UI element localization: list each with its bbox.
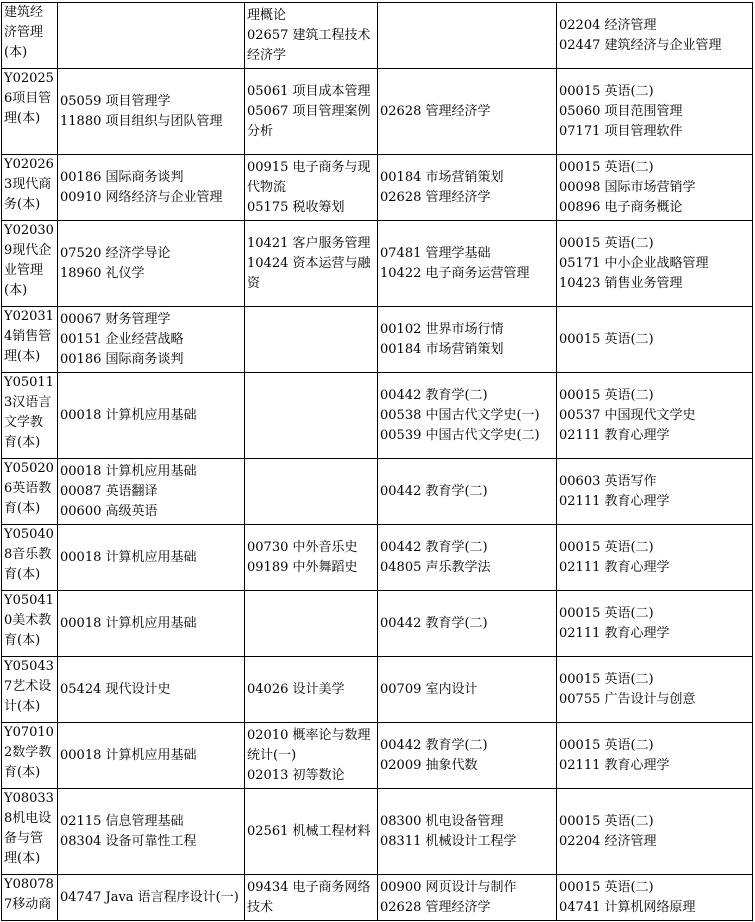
course-entry: 00910 网络经济与企业管理 xyxy=(60,189,223,205)
major-cell xyxy=(2,307,58,373)
course-cell-1 xyxy=(58,723,245,789)
course-entry: 00018 计算机应用基础 xyxy=(60,549,197,565)
course-cell-3 xyxy=(378,221,557,307)
exam-schedule-table xyxy=(1,2,753,921)
course-cell-1 xyxy=(58,221,245,307)
table-row xyxy=(2,221,753,307)
course-entry: 00184 市场营销策划 xyxy=(380,341,504,357)
course-cell-2 xyxy=(245,875,378,921)
table-row xyxy=(2,155,753,221)
course-cell-1 xyxy=(58,657,245,723)
course-cell-3 xyxy=(378,723,557,789)
course-entry: 00538 中国古代文学史(一) xyxy=(380,407,540,423)
course-cell-2 xyxy=(245,155,378,221)
course-cell-1 xyxy=(58,525,245,591)
course-cell-4 xyxy=(557,875,753,921)
course-entry: 00896 电子商务概论 xyxy=(559,199,683,215)
major-cell xyxy=(2,525,58,591)
course-entry: 02628 管理经济学 xyxy=(380,189,491,205)
course-entry: 00730 中外音乐史 xyxy=(247,539,358,555)
course-cell-3 xyxy=(378,373,557,459)
course-cell-2 xyxy=(245,69,378,155)
course-cell-3 xyxy=(378,307,557,373)
course-entry: 00018 计算机应用基础 xyxy=(60,747,197,763)
course-entry: 02013 初等数论 xyxy=(247,767,345,783)
course-entry: 00015 英语(二) xyxy=(559,671,654,687)
course-entry: 00015 英语(二) xyxy=(559,159,654,175)
major-cell xyxy=(2,3,58,69)
course-entry: 08311 机械设计工程学 xyxy=(380,833,517,849)
course-cell-2 xyxy=(245,307,378,373)
course-entry: 02204 经济管理 xyxy=(559,833,657,849)
course-cell-4 xyxy=(557,373,753,459)
course-entry: 00015 英语(二) xyxy=(559,83,654,99)
course-entry: 00015 英语(二) xyxy=(559,235,654,251)
major-cell xyxy=(2,723,58,789)
course-entry: 10422 电子商务运营管理 xyxy=(380,265,530,281)
major-name: Y020263现代商务(本) xyxy=(4,157,54,212)
table-row xyxy=(2,459,753,525)
course-entry: 00018 计算机应用基础 xyxy=(60,463,197,479)
table-row xyxy=(2,525,753,591)
course-entry: 00015 英语(二) xyxy=(559,331,654,347)
course-entry: 02010 概率论与数理统计(一) xyxy=(247,727,371,763)
course-entry: 05424 现代设计史 xyxy=(60,681,171,697)
table-row xyxy=(2,875,753,921)
course-cell-2 xyxy=(245,723,378,789)
course-entry: 08304 设备可靠性工程 xyxy=(60,833,197,849)
course-entry: 02628 管理经济学 xyxy=(380,103,491,119)
major-cell xyxy=(2,459,58,525)
course-entry: 05175 税收筹划 xyxy=(247,199,345,215)
major-cell xyxy=(2,789,58,875)
course-entry: 00015 英语(二) xyxy=(559,387,654,403)
major-cell xyxy=(2,591,58,657)
major-name: Y020314销售管理(本) xyxy=(4,309,54,364)
course-entry: 07520 经济学导论 xyxy=(60,245,171,261)
major-cell xyxy=(2,221,58,307)
table-row xyxy=(2,591,753,657)
course-cell-2 xyxy=(245,459,378,525)
course-entry: 00442 教育学(二) xyxy=(380,539,488,555)
course-cell-4 xyxy=(557,591,753,657)
course-entry: 00018 计算机应用基础 xyxy=(60,615,197,631)
major-cell xyxy=(2,875,58,921)
course-entry: 理概论 xyxy=(247,7,287,23)
course-entry: 00900 网页设计与制作 xyxy=(380,879,517,895)
course-entry: 09434 电子商务网络技术 xyxy=(247,879,371,915)
course-entry: 00537 中国现代文学史 xyxy=(559,407,696,423)
course-entry: 00442 教育学(二) xyxy=(380,387,488,403)
course-entry: 02009 抽象代数 xyxy=(380,757,478,773)
course-cell-1 xyxy=(58,875,245,921)
course-cell-3 xyxy=(378,591,557,657)
course-cell-2 xyxy=(245,789,378,875)
course-cell-1 xyxy=(58,591,245,657)
exam-schedule-body xyxy=(2,3,753,921)
course-entry: 00098 国际市场营销学 xyxy=(559,179,696,195)
course-entry: 00018 计算机应用基础 xyxy=(60,407,197,423)
course-entry: 02204 经济管理 xyxy=(559,17,657,33)
course-cell-1 xyxy=(58,459,245,525)
course-entry: 00102 世界市场行情 xyxy=(380,321,504,337)
course-cell-4 xyxy=(557,307,753,373)
course-cell-3 xyxy=(378,155,557,221)
table-row xyxy=(2,657,753,723)
major-name: 建筑经济管理(本) xyxy=(4,5,44,60)
course-entry: 02657 建筑工程技术经济学 xyxy=(247,27,371,63)
course-cell-3 xyxy=(378,3,557,69)
course-entry: 00015 英语(二) xyxy=(559,813,654,829)
course-entry: 00087 英语翻译 xyxy=(60,483,158,499)
major-name: Y070102数学教育(本) xyxy=(4,725,54,780)
course-entry: 00442 教育学(二) xyxy=(380,483,488,499)
course-entry: 05171 中小企业战略管理 xyxy=(559,255,709,271)
course-cell-3 xyxy=(378,525,557,591)
course-cell-1 xyxy=(58,3,245,69)
course-cell-2 xyxy=(245,657,378,723)
course-entry: 00015 英语(二) xyxy=(559,539,654,555)
major-name: Y050408音乐教育(本) xyxy=(4,527,54,582)
major-name: Y050113汉语言文学教育(本) xyxy=(4,375,54,450)
course-entry: 07481 管理学基础 xyxy=(380,245,491,261)
course-entry: 00186 国际商务谈判 xyxy=(60,351,184,367)
course-entry: 02561 机械工程材料 xyxy=(247,823,371,839)
course-entry: 04026 设计美学 xyxy=(247,681,345,697)
major-cell xyxy=(2,373,58,459)
course-cell-2 xyxy=(245,591,378,657)
course-entry: 00600 高级英语 xyxy=(60,503,158,519)
course-entry: 00442 教育学(二) xyxy=(380,615,488,631)
course-entry: 00067 财务管理学 xyxy=(60,311,171,327)
course-entry: 05059 项目管理学 xyxy=(60,93,171,109)
course-cell-4 xyxy=(557,69,753,155)
course-entry: 05061 项目成本管理 xyxy=(247,83,371,99)
course-entry: 07171 项目管理软件 xyxy=(559,123,683,139)
course-cell-4 xyxy=(557,459,753,525)
major-name: Y050437艺术设计(本) xyxy=(4,659,54,714)
course-cell-4 xyxy=(557,657,753,723)
course-entry: 11880 项目组织与团队管理 xyxy=(60,113,223,129)
course-entry: 00539 中国古代文学史(二) xyxy=(380,427,540,443)
major-cell xyxy=(2,155,58,221)
course-entry: 00015 英语(二) xyxy=(559,605,654,621)
course-entry: 05060 项目范围管理 xyxy=(559,103,683,119)
course-cell-3 xyxy=(378,657,557,723)
course-cell-3 xyxy=(378,789,557,875)
course-cell-3 xyxy=(378,459,557,525)
course-cell-4 xyxy=(557,3,753,69)
major-cell xyxy=(2,69,58,155)
course-entry: 04747 Java 语言程序设计(一) xyxy=(60,889,239,905)
course-entry: 02111 教育心理学 xyxy=(559,493,670,509)
course-entry: 10424 资本运营与融资 xyxy=(247,255,371,291)
major-name: Y020256项目管理(本) xyxy=(4,71,54,126)
course-entry: 00915 电子商务与现代物流 xyxy=(247,159,371,195)
course-cell-4 xyxy=(557,221,753,307)
course-cell-4 xyxy=(557,723,753,789)
course-entry: 00151 企业经营战略 xyxy=(60,331,184,347)
course-cell-1 xyxy=(58,373,245,459)
course-entry: 02111 教育心理学 xyxy=(559,427,670,443)
course-entry: 02628 管理经济学 xyxy=(380,899,491,915)
table-row xyxy=(2,373,753,459)
course-cell-4 xyxy=(557,525,753,591)
course-entry: 00015 英语(二) xyxy=(559,879,654,895)
course-cell-4 xyxy=(557,789,753,875)
course-cell-1 xyxy=(58,307,245,373)
course-entry: 00755 广告设计与创意 xyxy=(559,691,696,707)
course-cell-2 xyxy=(245,525,378,591)
course-entry: 02111 教育心理学 xyxy=(559,559,670,575)
course-entry: 02111 教育心理学 xyxy=(559,625,670,641)
course-entry: 04741 计算机网络原理 xyxy=(559,899,696,915)
course-entry: 08300 机电设备管理 xyxy=(380,813,504,829)
table-row xyxy=(2,3,753,69)
course-cell-1 xyxy=(58,155,245,221)
course-cell-1 xyxy=(58,69,245,155)
course-entry: 02111 教育心理学 xyxy=(559,757,670,773)
course-entry: 09189 中外舞蹈史 xyxy=(247,559,358,575)
course-entry: 00442 教育学(二) xyxy=(380,737,488,753)
table-row xyxy=(2,307,753,373)
course-entry: 04805 声乐教学法 xyxy=(380,559,491,575)
major-cell xyxy=(2,657,58,723)
major-name: Y020309现代企业管理(本) xyxy=(4,223,54,298)
course-entry: 18960 礼仪学 xyxy=(60,265,145,281)
table-row xyxy=(2,723,753,789)
course-entry: 10423 销售业务管理 xyxy=(559,275,683,291)
course-cell-4 xyxy=(557,155,753,221)
major-name: Y080338机电设备与管理(本) xyxy=(4,791,54,866)
course-cell-2 xyxy=(245,373,378,459)
table-row xyxy=(2,789,753,875)
course-entry: 00709 室内设计 xyxy=(380,681,478,697)
course-cell-3 xyxy=(378,875,557,921)
major-name: Y050410美术教育(本) xyxy=(4,593,54,648)
course-entry: 02447 建筑经济与企业管理 xyxy=(559,37,722,53)
course-cell-1 xyxy=(58,789,245,875)
course-entry: 10421 客户服务管理 xyxy=(247,235,371,251)
course-entry: 00186 国际商务谈判 xyxy=(60,169,184,185)
major-name: Y050206英语教育(本) xyxy=(4,461,54,516)
course-cell-2 xyxy=(245,221,378,307)
course-cell-2 xyxy=(245,3,378,69)
major-name: Y080787移动商 xyxy=(4,877,54,912)
course-entry: 00603 英语写作 xyxy=(559,473,657,489)
course-entry: 00184 市场营销策划 xyxy=(380,169,504,185)
course-entry: 05067 项目管理案例分析 xyxy=(247,103,371,139)
course-entry: 00015 英语(二) xyxy=(559,737,654,753)
course-entry: 02115 信息管理基础 xyxy=(60,813,184,829)
table-row xyxy=(2,69,753,155)
course-cell-3 xyxy=(378,69,557,155)
